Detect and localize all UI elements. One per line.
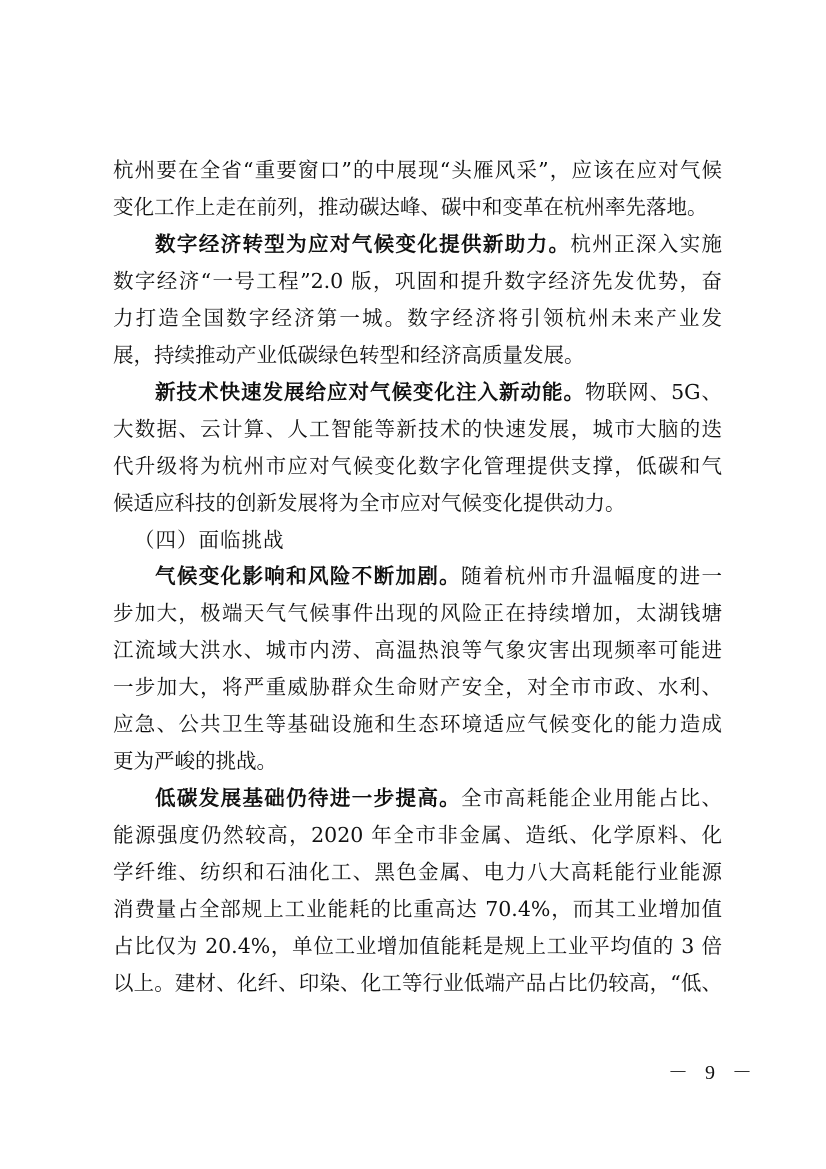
paragraph-lead: 数字经济转型为应对气候变化提供新助力。	[155, 231, 571, 256]
paragraph-lead: 气候变化影响和风险不断加剧。	[155, 564, 462, 589]
line-text: 全市高耗能企业用能占比、	[461, 786, 723, 811]
line-text: 占比仅为 20.4%，单位工业增加值能耗是规上工业平均值的 3 倍	[113, 933, 722, 958]
text-line	[113, 857, 722, 887]
text-line	[113, 598, 722, 628]
text-line	[113, 266, 722, 296]
line-text: 杭州要在全省“重要窗口”的中展现“头雁风采”，应该在应对气候	[113, 158, 722, 182]
line-text: 大数据、云计算、人工智能等新技术的快速发展，城市大脑的迭	[113, 416, 722, 441]
line-text: （四）面临挑战	[134, 527, 285, 552]
text-line	[155, 229, 722, 259]
line-text: 随着杭州市升温幅度的进一	[461, 564, 723, 589]
text-line	[113, 931, 722, 961]
text-line	[113, 672, 722, 702]
line-text: 更为严峻的挑战。	[113, 749, 277, 774]
paragraph-lead: 低碳发展基础仍待进一步提高。	[155, 786, 462, 811]
line-text: 步加大，极端天气气候事件出现的风险正在持续增加，太湖钱塘	[113, 601, 722, 626]
line-text: 能源强度仍然较高，2020 年全市非金属、造纸、化学原料、化	[113, 823, 722, 848]
text-line	[155, 783, 722, 813]
text-line	[113, 340, 722, 370]
line-text: 代升级将为杭州市应对气候变化数字化管理提供支撑，低碳和气	[113, 453, 722, 478]
page-number: － 9 －	[668, 1062, 758, 1084]
line-text: 一步加大，将严重威胁群众生命财产安全，对全市市政、水利、	[113, 675, 722, 700]
text-line	[113, 635, 722, 665]
line-text: 学纤维、纺织和石油化工、黑色金属、电力八大高耗能行业能源	[113, 860, 722, 885]
text-line	[155, 377, 722, 407]
line-text: 候适应科技的创新发展将为全市应对气候变化提供动力。	[113, 490, 626, 515]
line-text: 杭州正深入实施	[570, 231, 723, 256]
text-line	[113, 820, 722, 850]
section-heading	[134, 525, 434, 555]
text-line	[113, 451, 722, 481]
text-line	[113, 488, 722, 518]
line-text: 力打造全国数字经济第一城。数字经济将引领杭州未来产业发	[113, 305, 722, 330]
text-line	[113, 414, 722, 444]
line-text: 消费量占全部规上工业能耗的比重高达 70.4%，而其工业增加值	[113, 897, 722, 921]
line-text: 物联网、5G、	[585, 379, 722, 404]
line-text: 江流域大洪水、城市内涝、高温热浪等气象灾害出现频率可能进	[113, 638, 722, 663]
text-line	[113, 968, 722, 998]
line-text: 应急、公共卫生等基础设施和生态环境适应气候变化的能力造成	[113, 712, 722, 737]
line-text: 数字经济“一号工程”2.0 版，巩固和提升数字经济先发优势，奋	[113, 268, 722, 293]
text-line	[113, 709, 722, 739]
line-text: 展，持续推动产业低碳绿色转型和经济高质量发展。	[113, 342, 585, 367]
line-text: 变化工作上走在前列，推动碳达峰、碳中和变革在杭州率先落地。	[113, 194, 708, 219]
text-line	[113, 746, 722, 776]
text-line	[155, 561, 722, 591]
text-line	[113, 192, 722, 222]
text-line	[113, 303, 722, 333]
text-line	[113, 155, 722, 185]
line-text: 以上。建材、化纤、印染、化工等行业低端产品占比仍较高，“低、	[113, 970, 722, 995]
paragraph-lead: 新技术快速发展给应对气候变化注入新动能。	[155, 379, 586, 404]
text-line	[113, 894, 722, 924]
